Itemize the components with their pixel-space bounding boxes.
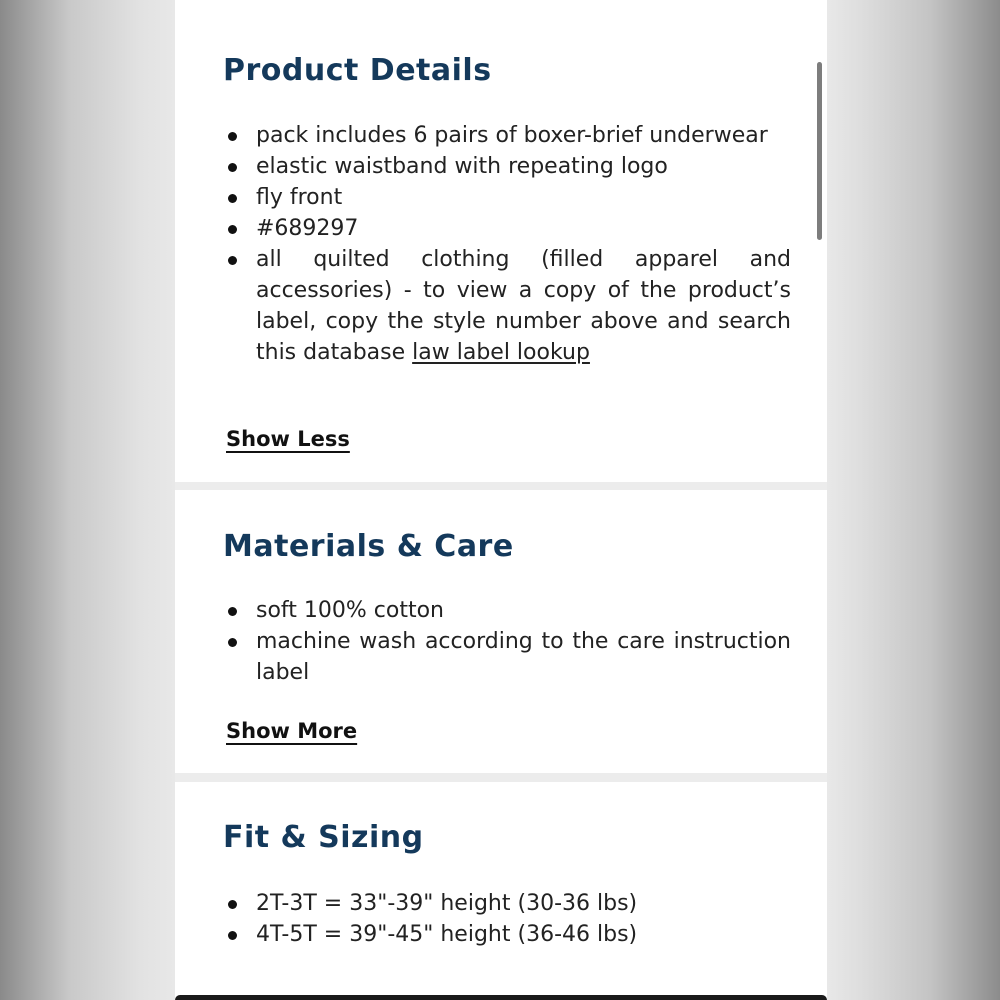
list-item [223,213,791,244]
materials-care-section [175,490,827,773]
bullet-icon [228,194,237,203]
list-item [223,919,791,950]
bullet-icon [228,931,237,940]
list-item-text: fly front [256,185,343,210]
size-row: 4T-5T = 39"-45" height (36-46 lbs) [256,922,638,947]
materials-care-heading: Materials & Care [223,529,514,564]
list-item [223,244,791,368]
list-item-text: soft 100% cotton [256,598,444,623]
bullet-icon [228,900,237,909]
bullet-icon [228,225,237,234]
list-item [223,151,791,182]
list-item-text: pack includes 6 pairs of boxer-brief underwear [256,123,768,148]
bullet-icon [228,163,237,172]
list-item [223,595,791,626]
show-more-button[interactable]: Show More [226,719,358,743]
law-label-lookup-link[interactable]: law label lookup [412,340,590,365]
bottom-edge-bar [175,995,827,1000]
list-item [223,182,791,213]
size-row: 2T-3T = 33"-39" height (30-36 lbs) [256,891,638,916]
product-info-panel [175,0,827,1000]
product-details-section [175,0,827,482]
product-details-list [223,120,791,368]
materials-care-list [223,595,791,688]
bullet-icon [228,132,237,141]
list-item [223,888,791,919]
list-item [223,120,791,151]
scrollbar-thumb[interactable] [817,62,822,240]
fit-sizing-section [175,782,827,1000]
bullet-icon [228,638,237,647]
bullet-icon [228,607,237,616]
list-item-text: machine wash according to the care instruction label [256,629,791,685]
product-details-heading: Product Details [223,53,492,88]
list-item [223,626,791,688]
list-item-text: elastic waistband with repeating logo [256,154,668,179]
label-info-text: all quilted clothing (filled apparel and accessories) - to view a copy of the product’s label, copy the style number above and search this database [256,247,791,365]
bullet-icon [228,256,237,265]
fit-sizing-list [223,888,791,950]
show-less-button[interactable]: Show Less [226,427,350,451]
fit-sizing-heading: Fit & Sizing [223,820,424,855]
style-number: #689297 [256,216,359,241]
